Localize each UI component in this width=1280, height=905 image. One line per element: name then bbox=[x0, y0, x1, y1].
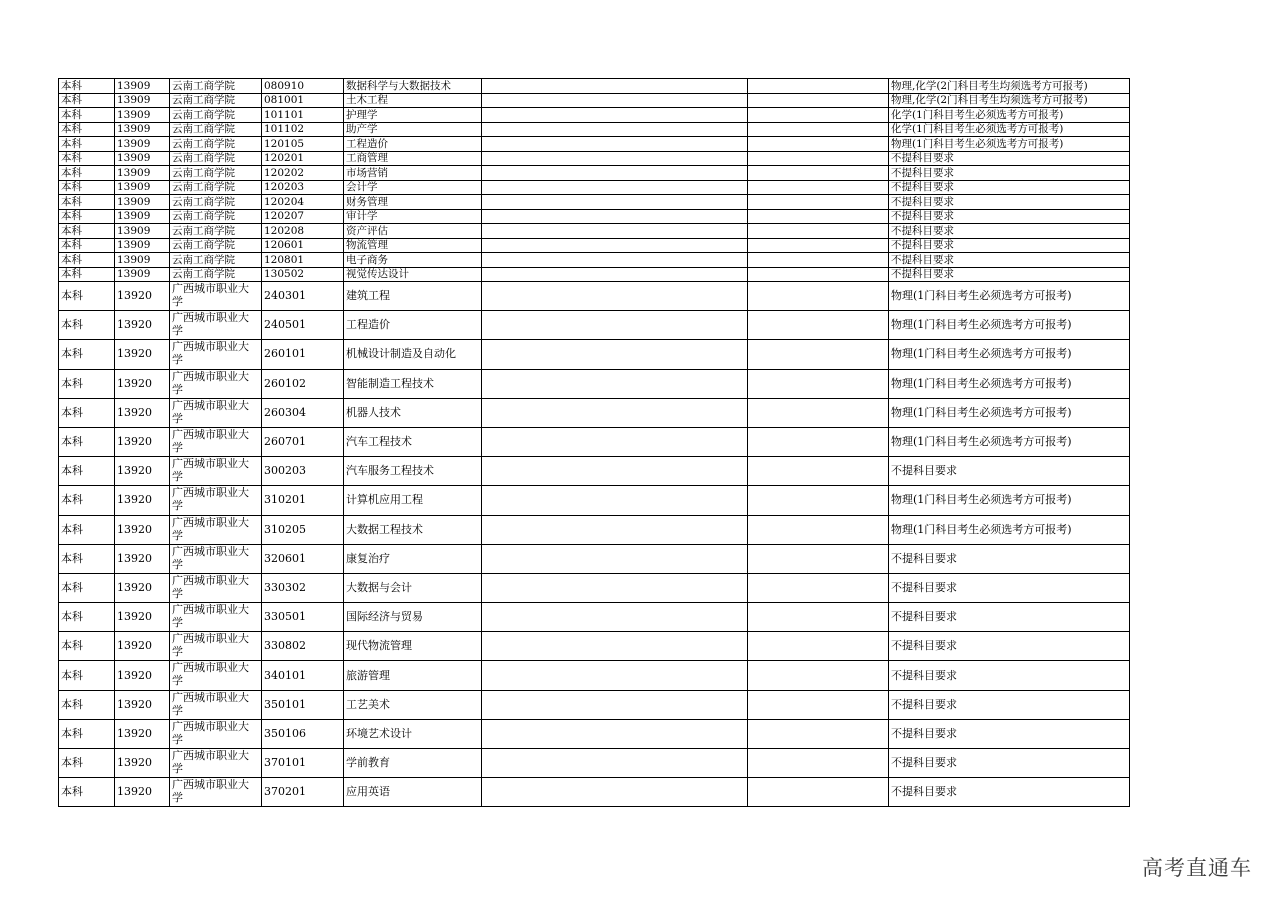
code-cell: 13920 bbox=[115, 603, 170, 632]
major-code-cell: 240501 bbox=[262, 311, 344, 340]
table-row bbox=[59, 603, 1130, 632]
requirement-cell: 不提科目要求 bbox=[889, 719, 1130, 748]
blank-cell-b bbox=[748, 749, 889, 778]
major-code-cell: 310201 bbox=[262, 486, 344, 515]
table-row bbox=[59, 690, 1130, 719]
major-name-cell: 土木工程 bbox=[344, 93, 482, 108]
major-name-cell: 财务管理 bbox=[344, 195, 482, 210]
table-row bbox=[59, 166, 1130, 181]
blank-cell-a bbox=[482, 224, 748, 239]
blank-cell-b bbox=[748, 311, 889, 340]
table-row bbox=[59, 209, 1130, 224]
table-row bbox=[59, 267, 1130, 282]
table-row bbox=[59, 253, 1130, 268]
school-cell: 广西城市职业大学 bbox=[170, 632, 262, 661]
level-cell: 本科 bbox=[59, 544, 115, 573]
level-cell: 本科 bbox=[59, 690, 115, 719]
blank-cell-a bbox=[482, 486, 748, 515]
table-row bbox=[59, 180, 1130, 195]
table-row bbox=[59, 486, 1130, 515]
school-cell: 广西城市职业大学 bbox=[170, 573, 262, 602]
blank-cell-a bbox=[482, 749, 748, 778]
major-name-cell: 国际经济与贸易 bbox=[344, 603, 482, 632]
level-cell: 本科 bbox=[59, 749, 115, 778]
level-cell: 本科 bbox=[59, 457, 115, 486]
major-name-cell: 旅游管理 bbox=[344, 661, 482, 690]
school-cell: 云南工商学院 bbox=[170, 209, 262, 224]
requirement-cell: 物理(1门科目考生必须选考方可报考) bbox=[889, 137, 1130, 152]
major-name-cell: 工商管理 bbox=[344, 151, 482, 166]
blank-cell-b bbox=[748, 282, 889, 311]
blank-cell-b bbox=[748, 603, 889, 632]
level-cell: 本科 bbox=[59, 137, 115, 152]
level-cell: 本科 bbox=[59, 253, 115, 268]
blank-cell-b bbox=[748, 238, 889, 253]
level-cell: 本科 bbox=[59, 632, 115, 661]
requirement-cell: 化学(1门科目考生必须选考方可报考) bbox=[889, 108, 1130, 123]
blank-cell-a bbox=[482, 108, 748, 123]
blank-cell-a bbox=[482, 457, 748, 486]
requirement-cell: 不提科目要求 bbox=[889, 573, 1130, 602]
level-cell: 本科 bbox=[59, 79, 115, 94]
code-cell: 13909 bbox=[115, 253, 170, 268]
table-row bbox=[59, 544, 1130, 573]
blank-cell-b bbox=[748, 457, 889, 486]
major-code-cell: 260304 bbox=[262, 398, 344, 427]
major-code-cell: 260101 bbox=[262, 340, 344, 369]
major-code-cell: 120208 bbox=[262, 224, 344, 239]
school-cell: 云南工商学院 bbox=[170, 79, 262, 94]
blank-cell-a bbox=[482, 238, 748, 253]
table-row bbox=[59, 369, 1130, 398]
school-cell: 广西城市职业大学 bbox=[170, 427, 262, 456]
requirement-cell: 物理(1门科目考生必须选考方可报考) bbox=[889, 369, 1130, 398]
major-name-cell: 机械设计制造及自动化 bbox=[344, 340, 482, 369]
major-code-cell: 080910 bbox=[262, 79, 344, 94]
table-body bbox=[59, 79, 1130, 807]
major-code-cell: 330501 bbox=[262, 603, 344, 632]
blank-cell-b bbox=[748, 515, 889, 544]
requirement-cell: 物理,化学(2门科目考生均须选考方可报考) bbox=[889, 79, 1130, 94]
requirement-cell: 不提科目要求 bbox=[889, 778, 1130, 807]
blank-cell-a bbox=[482, 253, 748, 268]
admission-table bbox=[58, 78, 1130, 807]
table-row bbox=[59, 515, 1130, 544]
major-code-cell: 120801 bbox=[262, 253, 344, 268]
school-cell: 云南工商学院 bbox=[170, 93, 262, 108]
blank-cell-b bbox=[748, 340, 889, 369]
code-cell: 13909 bbox=[115, 267, 170, 282]
blank-cell-b bbox=[748, 79, 889, 94]
level-cell: 本科 bbox=[59, 515, 115, 544]
major-name-cell: 视觉传达设计 bbox=[344, 267, 482, 282]
requirement-cell: 不提科目要求 bbox=[889, 253, 1130, 268]
level-cell: 本科 bbox=[59, 427, 115, 456]
blank-cell-b bbox=[748, 253, 889, 268]
school-cell: 云南工商学院 bbox=[170, 180, 262, 195]
major-code-cell: 120105 bbox=[262, 137, 344, 152]
table-row bbox=[59, 93, 1130, 108]
blank-cell-b bbox=[748, 778, 889, 807]
requirement-cell: 不提科目要求 bbox=[889, 195, 1130, 210]
code-cell: 13920 bbox=[115, 515, 170, 544]
major-code-cell: 081001 bbox=[262, 93, 344, 108]
table-row bbox=[59, 749, 1130, 778]
blank-cell-b bbox=[748, 369, 889, 398]
major-code-cell: 101102 bbox=[262, 122, 344, 137]
major-code-cell: 120204 bbox=[262, 195, 344, 210]
major-code-cell: 101101 bbox=[262, 108, 344, 123]
requirement-cell: 不提科目要求 bbox=[889, 603, 1130, 632]
code-cell: 13920 bbox=[115, 398, 170, 427]
blank-cell-a bbox=[482, 267, 748, 282]
level-cell: 本科 bbox=[59, 573, 115, 602]
blank-cell-b bbox=[748, 544, 889, 573]
major-name-cell: 工程造价 bbox=[344, 311, 482, 340]
code-cell: 13909 bbox=[115, 224, 170, 239]
requirement-cell: 不提科目要求 bbox=[889, 166, 1130, 181]
major-code-cell: 240301 bbox=[262, 282, 344, 311]
blank-cell-a bbox=[482, 340, 748, 369]
level-cell: 本科 bbox=[59, 93, 115, 108]
school-cell: 广西城市职业大学 bbox=[170, 398, 262, 427]
table-row bbox=[59, 719, 1130, 748]
level-cell: 本科 bbox=[59, 486, 115, 515]
school-cell: 广西城市职业大学 bbox=[170, 719, 262, 748]
code-cell: 13920 bbox=[115, 340, 170, 369]
school-cell: 云南工商学院 bbox=[170, 166, 262, 181]
school-cell: 云南工商学院 bbox=[170, 122, 262, 137]
major-code-cell: 120203 bbox=[262, 180, 344, 195]
table-row bbox=[59, 282, 1130, 311]
code-cell: 13920 bbox=[115, 778, 170, 807]
requirement-cell: 不提科目要求 bbox=[889, 209, 1130, 224]
requirement-cell: 物理(1门科目考生必须选考方可报考) bbox=[889, 427, 1130, 456]
blank-cell-b bbox=[748, 209, 889, 224]
school-cell: 广西城市职业大学 bbox=[170, 778, 262, 807]
table-row bbox=[59, 122, 1130, 137]
blank-cell-a bbox=[482, 661, 748, 690]
major-name-cell: 护理学 bbox=[344, 108, 482, 123]
level-cell: 本科 bbox=[59, 603, 115, 632]
blank-cell-b bbox=[748, 224, 889, 239]
code-cell: 13920 bbox=[115, 311, 170, 340]
blank-cell-b bbox=[748, 151, 889, 166]
blank-cell-b bbox=[748, 573, 889, 602]
code-cell: 13920 bbox=[115, 369, 170, 398]
school-cell: 广西城市职业大学 bbox=[170, 311, 262, 340]
level-cell: 本科 bbox=[59, 778, 115, 807]
requirement-cell: 不提科目要求 bbox=[889, 151, 1130, 166]
major-name-cell: 电子商务 bbox=[344, 253, 482, 268]
major-name-cell: 大数据工程技术 bbox=[344, 515, 482, 544]
table-row bbox=[59, 195, 1130, 210]
watermark: 高考直通车 bbox=[1142, 856, 1252, 880]
major-name-cell: 数据科学与大数据技术 bbox=[344, 79, 482, 94]
major-name-cell: 智能制造工程技术 bbox=[344, 369, 482, 398]
code-cell: 13909 bbox=[115, 238, 170, 253]
requirement-cell: 不提科目要求 bbox=[889, 180, 1130, 195]
blank-cell-b bbox=[748, 267, 889, 282]
table-row bbox=[59, 427, 1130, 456]
blank-cell-a bbox=[482, 719, 748, 748]
code-cell: 13909 bbox=[115, 79, 170, 94]
requirement-cell: 不提科目要求 bbox=[889, 632, 1130, 661]
school-cell: 云南工商学院 bbox=[170, 267, 262, 282]
table-row bbox=[59, 79, 1130, 94]
requirement-cell: 化学(1门科目考生必须选考方可报考) bbox=[889, 122, 1130, 137]
major-name-cell: 环境艺术设计 bbox=[344, 719, 482, 748]
table-row bbox=[59, 778, 1130, 807]
school-cell: 广西城市职业大学 bbox=[170, 515, 262, 544]
blank-cell-b bbox=[748, 719, 889, 748]
school-cell: 广西城市职业大学 bbox=[170, 457, 262, 486]
blank-cell-a bbox=[482, 311, 748, 340]
requirement-cell: 不提科目要求 bbox=[889, 267, 1130, 282]
school-cell: 云南工商学院 bbox=[170, 137, 262, 152]
school-cell: 云南工商学院 bbox=[170, 238, 262, 253]
level-cell: 本科 bbox=[59, 282, 115, 311]
major-name-cell: 审计学 bbox=[344, 209, 482, 224]
blank-cell-a bbox=[482, 427, 748, 456]
blank-cell-a bbox=[482, 79, 748, 94]
blank-cell-a bbox=[482, 398, 748, 427]
blank-cell-b bbox=[748, 137, 889, 152]
code-cell: 13909 bbox=[115, 209, 170, 224]
school-cell: 云南工商学院 bbox=[170, 108, 262, 123]
level-cell: 本科 bbox=[59, 238, 115, 253]
school-cell: 云南工商学院 bbox=[170, 224, 262, 239]
school-cell: 广西城市职业大学 bbox=[170, 369, 262, 398]
school-cell: 广西城市职业大学 bbox=[170, 749, 262, 778]
blank-cell-a bbox=[482, 209, 748, 224]
blank-cell-b bbox=[748, 632, 889, 661]
blank-cell-b bbox=[748, 122, 889, 137]
table-row bbox=[59, 137, 1130, 152]
blank-cell-b bbox=[748, 661, 889, 690]
major-code-cell: 350101 bbox=[262, 690, 344, 719]
major-code-cell: 370201 bbox=[262, 778, 344, 807]
code-cell: 13920 bbox=[115, 690, 170, 719]
level-cell: 本科 bbox=[59, 719, 115, 748]
major-name-cell: 学前教育 bbox=[344, 749, 482, 778]
blank-cell-a bbox=[482, 93, 748, 108]
major-name-cell: 建筑工程 bbox=[344, 282, 482, 311]
major-code-cell: 330302 bbox=[262, 573, 344, 602]
blank-cell-a bbox=[482, 573, 748, 602]
table-row bbox=[59, 457, 1130, 486]
level-cell: 本科 bbox=[59, 122, 115, 137]
major-code-cell: 370101 bbox=[262, 749, 344, 778]
code-cell: 13909 bbox=[115, 166, 170, 181]
blank-cell-a bbox=[482, 180, 748, 195]
school-cell: 广西城市职业大学 bbox=[170, 340, 262, 369]
code-cell: 13920 bbox=[115, 486, 170, 515]
requirement-cell: 物理,化学(2门科目考生均须选考方可报考) bbox=[889, 93, 1130, 108]
major-code-cell: 260102 bbox=[262, 369, 344, 398]
blank-cell-a bbox=[482, 632, 748, 661]
major-code-cell: 120207 bbox=[262, 209, 344, 224]
code-cell: 13909 bbox=[115, 137, 170, 152]
major-name-cell: 会计学 bbox=[344, 180, 482, 195]
major-name-cell: 现代物流管理 bbox=[344, 632, 482, 661]
major-code-cell: 340101 bbox=[262, 661, 344, 690]
blank-cell-b bbox=[748, 195, 889, 210]
major-code-cell: 130502 bbox=[262, 267, 344, 282]
level-cell: 本科 bbox=[59, 398, 115, 427]
major-name-cell: 计算机应用工程 bbox=[344, 486, 482, 515]
major-code-cell: 310205 bbox=[262, 515, 344, 544]
school-cell: 广西城市职业大学 bbox=[170, 486, 262, 515]
code-cell: 13920 bbox=[115, 719, 170, 748]
school-cell: 广西城市职业大学 bbox=[170, 661, 262, 690]
major-name-cell: 工程造价 bbox=[344, 137, 482, 152]
code-cell: 13909 bbox=[115, 195, 170, 210]
code-cell: 13920 bbox=[115, 749, 170, 778]
blank-cell-a bbox=[482, 544, 748, 573]
blank-cell-b bbox=[748, 690, 889, 719]
major-name-cell: 汽车服务工程技术 bbox=[344, 457, 482, 486]
blank-cell-b bbox=[748, 93, 889, 108]
code-cell: 13920 bbox=[115, 661, 170, 690]
code-cell: 13920 bbox=[115, 573, 170, 602]
code-cell: 13920 bbox=[115, 632, 170, 661]
blank-cell-b bbox=[748, 486, 889, 515]
school-cell: 广西城市职业大学 bbox=[170, 282, 262, 311]
requirement-cell: 物理(1门科目考生必须选考方可报考) bbox=[889, 340, 1130, 369]
table-row bbox=[59, 311, 1130, 340]
level-cell: 本科 bbox=[59, 311, 115, 340]
major-name-cell: 物流管理 bbox=[344, 238, 482, 253]
requirement-cell: 物理(1门科目考生必须选考方可报考) bbox=[889, 515, 1130, 544]
level-cell: 本科 bbox=[59, 209, 115, 224]
table-row bbox=[59, 632, 1130, 661]
blank-cell-a bbox=[482, 166, 748, 181]
major-code-cell: 300203 bbox=[262, 457, 344, 486]
major-code-cell: 320601 bbox=[262, 544, 344, 573]
code-cell: 13909 bbox=[115, 151, 170, 166]
requirement-cell: 物理(1门科目考生必须选考方可报考) bbox=[889, 282, 1130, 311]
blank-cell-a bbox=[482, 690, 748, 719]
table-row bbox=[59, 398, 1130, 427]
level-cell: 本科 bbox=[59, 166, 115, 181]
major-code-cell: 120202 bbox=[262, 166, 344, 181]
level-cell: 本科 bbox=[59, 108, 115, 123]
table-row bbox=[59, 224, 1130, 239]
blank-cell-b bbox=[748, 180, 889, 195]
table-row bbox=[59, 661, 1130, 690]
major-name-cell: 资产评估 bbox=[344, 224, 482, 239]
school-cell: 云南工商学院 bbox=[170, 195, 262, 210]
school-cell: 广西城市职业大学 bbox=[170, 544, 262, 573]
major-name-cell: 工艺美术 bbox=[344, 690, 482, 719]
blank-cell-a bbox=[482, 778, 748, 807]
blank-cell-a bbox=[482, 137, 748, 152]
blank-cell-a bbox=[482, 151, 748, 166]
level-cell: 本科 bbox=[59, 195, 115, 210]
code-cell: 13909 bbox=[115, 180, 170, 195]
level-cell: 本科 bbox=[59, 661, 115, 690]
table-row bbox=[59, 151, 1130, 166]
level-cell: 本科 bbox=[59, 224, 115, 239]
major-code-cell: 120201 bbox=[262, 151, 344, 166]
major-code-cell: 350106 bbox=[262, 719, 344, 748]
code-cell: 13909 bbox=[115, 108, 170, 123]
major-code-cell: 260701 bbox=[262, 427, 344, 456]
code-cell: 13909 bbox=[115, 122, 170, 137]
blank-cell-a bbox=[482, 515, 748, 544]
major-name-cell: 大数据与会计 bbox=[344, 573, 482, 602]
blank-cell-a bbox=[482, 369, 748, 398]
level-cell: 本科 bbox=[59, 180, 115, 195]
major-name-cell: 汽车工程技术 bbox=[344, 427, 482, 456]
requirement-cell: 物理(1门科目考生必须选考方可报考) bbox=[889, 311, 1130, 340]
major-name-cell: 市场营销 bbox=[344, 166, 482, 181]
blank-cell-a bbox=[482, 603, 748, 632]
school-cell: 广西城市职业大学 bbox=[170, 690, 262, 719]
requirement-cell: 不提科目要求 bbox=[889, 224, 1130, 239]
major-name-cell: 机器人技术 bbox=[344, 398, 482, 427]
requirement-cell: 物理(1门科目考生必须选考方可报考) bbox=[889, 398, 1130, 427]
table-row bbox=[59, 108, 1130, 123]
requirement-cell: 不提科目要求 bbox=[889, 457, 1130, 486]
requirement-cell: 不提科目要求 bbox=[889, 661, 1130, 690]
table-row bbox=[59, 238, 1130, 253]
code-cell: 13920 bbox=[115, 457, 170, 486]
school-cell: 广西城市职业大学 bbox=[170, 603, 262, 632]
blank-cell-b bbox=[748, 427, 889, 456]
level-cell: 本科 bbox=[59, 340, 115, 369]
table-row bbox=[59, 340, 1130, 369]
major-code-cell: 330802 bbox=[262, 632, 344, 661]
blank-cell-a bbox=[482, 122, 748, 137]
blank-cell-b bbox=[748, 108, 889, 123]
school-cell: 云南工商学院 bbox=[170, 253, 262, 268]
requirement-cell: 不提科目要求 bbox=[889, 544, 1130, 573]
code-cell: 13909 bbox=[115, 93, 170, 108]
major-name-cell: 助产学 bbox=[344, 122, 482, 137]
blank-cell-a bbox=[482, 195, 748, 210]
major-name-cell: 康复治疗 bbox=[344, 544, 482, 573]
school-cell: 云南工商学院 bbox=[170, 151, 262, 166]
code-cell: 13920 bbox=[115, 544, 170, 573]
requirement-cell: 不提科目要求 bbox=[889, 749, 1130, 778]
level-cell: 本科 bbox=[59, 369, 115, 398]
requirement-cell: 不提科目要求 bbox=[889, 238, 1130, 253]
requirement-cell: 不提科目要求 bbox=[889, 690, 1130, 719]
table-row bbox=[59, 573, 1130, 602]
blank-cell-b bbox=[748, 166, 889, 181]
level-cell: 本科 bbox=[59, 151, 115, 166]
requirement-cell: 物理(1门科目考生必须选考方可报考) bbox=[889, 486, 1130, 515]
major-code-cell: 120601 bbox=[262, 238, 344, 253]
major-name-cell: 应用英语 bbox=[344, 778, 482, 807]
blank-cell-b bbox=[748, 398, 889, 427]
level-cell: 本科 bbox=[59, 267, 115, 282]
code-cell: 13920 bbox=[115, 427, 170, 456]
code-cell: 13920 bbox=[115, 282, 170, 311]
blank-cell-a bbox=[482, 282, 748, 311]
